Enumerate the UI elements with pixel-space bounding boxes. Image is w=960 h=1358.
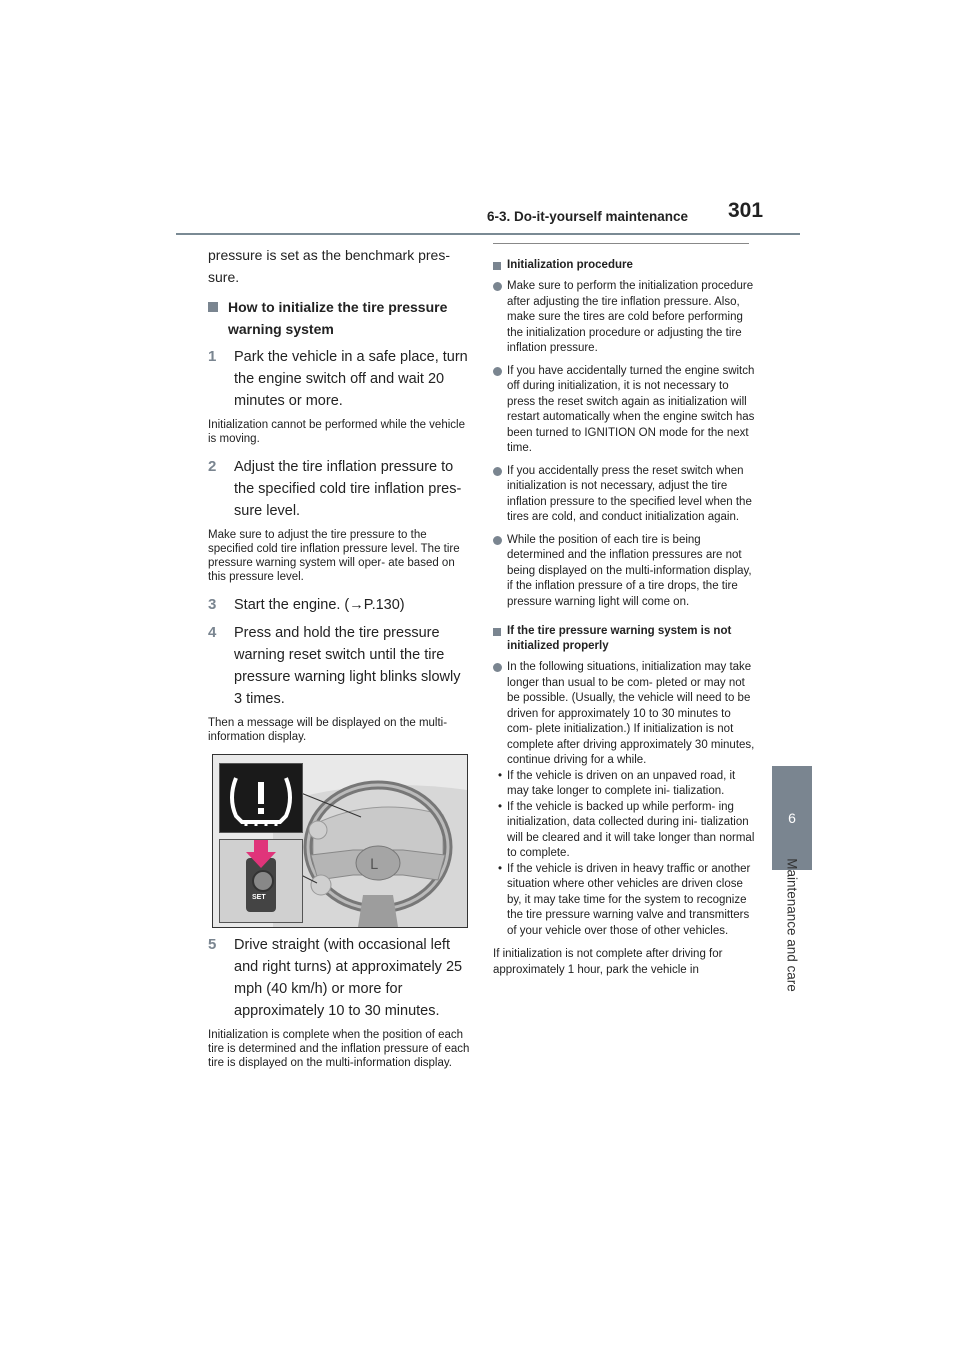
- circle-bullet-icon: [493, 282, 502, 291]
- heading-text: How to initialize the tire pressure warning system: [228, 299, 448, 337]
- press-arrow-icon: [246, 840, 276, 870]
- list-item: In the following situations, initialization may take longer than usual to be com- pleted or may not be possible. (Usually, the vehicle will need to be driven for approximately 10 to 30 minutes to com- plete initialization.) If initialization is not complete after driving approximately 30 minutes, continue driving for a while.: [493, 660, 755, 769]
- step-2: [208, 456, 470, 522]
- list-item: If you accidentally press the reset switch when initialization is not necessary, adjust the tire inflation pressure to the specified level when the tires are cold, and conduct initialization again.: [493, 464, 755, 526]
- sub-bullet: •: [497, 769, 503, 782]
- step-text: Park the vehicle in a safe place, turn the engine switch off and wait 20 minutes or more.: [234, 349, 468, 409]
- intro-text: pressure is set as the benchmark pres- sure.: [208, 247, 450, 285]
- step-number: 1: [208, 348, 217, 365]
- section-heading: [208, 296, 470, 340]
- step-5: [208, 934, 470, 1022]
- closing-text: If initialization is not complete after driving for approximately 1 hour, park the vehicle in: [493, 948, 723, 976]
- square-bullet-icon: [493, 628, 501, 636]
- svg-text:L: L: [370, 857, 378, 873]
- circle-bullet-icon: [493, 536, 502, 545]
- list-item: Make sure to perform the initialization procedure after adjusting the tire inflation pressure. Also, make sure the tires are cold before performing the initialization procedure or adjusting the tire inflation pressure.: [493, 279, 755, 357]
- page-number: 301: [728, 199, 764, 222]
- square-bullet-icon: [208, 302, 218, 312]
- tire-pressure-warning-icon: [226, 770, 296, 826]
- not-initialized-heading: If the tire pressure warning system is not initialized properly: [493, 624, 755, 654]
- left-column: [208, 244, 470, 1080]
- set-label: SET: [252, 894, 266, 901]
- step-note: Initialization cannot be performed while the vehicle is moving.: [208, 419, 465, 445]
- step-note: Initialization is complete when the position of each tire is determined and the inflation pressure of each tire is displayed on the multi-information display.: [208, 1029, 470, 1069]
- circle-bullet-icon: [493, 467, 502, 476]
- chapter-tab: 6: [772, 766, 812, 870]
- sub-bullet: •: [497, 800, 503, 813]
- list-item: While the position of each tire is being determined and the inflation pressures are not being displayed on the multi-information display, if the inflation pressure of a tire drops, the tire pressure warning light will come on.: [493, 533, 755, 611]
- step-text: Drive straight (with occasional left and right turns) at approximately 25 mph (40 km/h) or more for approximately 10 to 30 minutes.: [234, 937, 463, 1019]
- circle-bullet-icon: [493, 367, 502, 376]
- header-rule: [176, 233, 800, 235]
- step-note: Make sure to adjust the tire pressure to the specified cold tire inflation pressure level. The tire pressure warning system will oper- ate based on this pressure level.: [208, 529, 460, 583]
- step-text: Adjust the tire inflation pressure to the specified cold tire inflation pres- sure level.: [234, 459, 462, 519]
- sub-item: • If the vehicle is driven in heavy traffic or another situation where other vehicles are driven close by, it may take time for the system to recognize the tire pressure warning valve and transmitters of your vehicle over those of other vehicles.: [493, 862, 755, 940]
- warning-light-inset: [219, 763, 303, 833]
- steering-wheel-illustration: [212, 754, 468, 928]
- reset-switch-inset: [219, 839, 303, 923]
- list-item: If you have accidentally turned the engine switch off during initialization, it is not necessary to press the reset switch again as initialization will restart automatically when the engine switch has been turned to IGNITION ON mode for the next time.: [493, 364, 755, 457]
- right-column: [493, 244, 755, 978]
- circle-bullet-icon: [493, 663, 502, 672]
- square-bullet-icon: [493, 262, 501, 270]
- step-number: 3: [208, 596, 217, 613]
- sub-bullet: •: [497, 862, 503, 875]
- step-text: Start the engine. (→P.130): [234, 597, 405, 613]
- sub-item: • If the vehicle is backed up while perform- ing initialization, data collected during ini- tialization will be cleared and it will take longer than normal to complete.: [493, 800, 755, 862]
- step-number: 2: [208, 458, 217, 475]
- step-3: [208, 594, 470, 616]
- section-title: 6-3. Do-it-yourself maintenance: [487, 209, 689, 224]
- step-4: [208, 622, 470, 710]
- sub-item: • If the vehicle is driven on an unpaved road, it may take longer to complete ini- tialization.: [493, 769, 755, 800]
- step-note: Then a message will be displayed on the multi-information display.: [208, 717, 448, 743]
- initialization-heading: Initialization procedure: [493, 258, 755, 273]
- reset-button: [252, 870, 274, 892]
- step-number: 5: [208, 936, 217, 953]
- chapter-label: [752, 850, 832, 1000]
- step-1: [208, 346, 470, 412]
- step-text: Press and hold the tire pressure warning reset switch until the tire pressure warning light blinks slowly 3 times.: [234, 625, 461, 707]
- chapter-title: Maintenance and care: [784, 858, 800, 992]
- step-number: 4: [208, 624, 217, 641]
